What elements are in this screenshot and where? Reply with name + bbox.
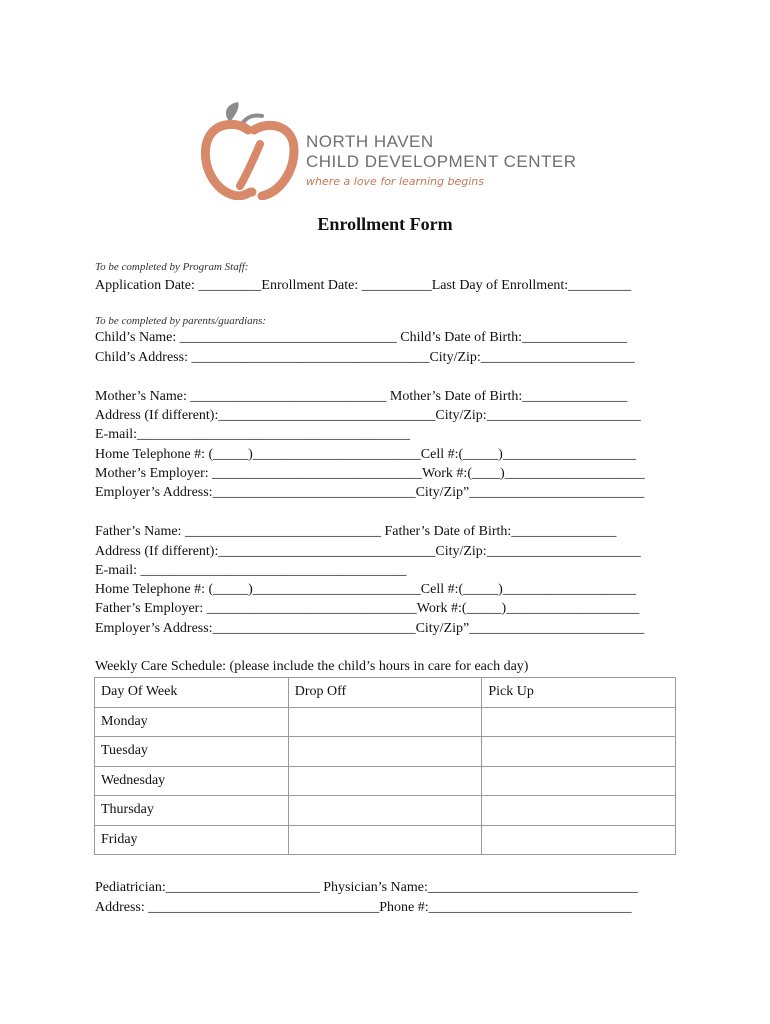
father-employer-address-line[interactable]: Employer’s Address:_____________________________City/Zip”_________________________ xyxy=(95,621,645,636)
page-title: Enrollment Form xyxy=(317,214,453,234)
drop-off-cell[interactable] xyxy=(288,737,482,767)
parent-note: To be completed by parents/guardians: xyxy=(95,315,267,327)
drop-off-cell[interactable] xyxy=(288,707,482,737)
physician-address-line[interactable]: Address: _________________________________Phone #:_____________________________ xyxy=(95,900,632,915)
center-logo xyxy=(200,100,580,200)
father-name-line[interactable]: Father’s Name: ____________________________ Father’s Date of Birth:_______________ xyxy=(95,524,617,539)
day-cell: Wednesday xyxy=(95,766,289,796)
pick-up-cell[interactable] xyxy=(482,766,676,796)
child-address-line[interactable]: Child’s Address: __________________________________City/Zip:______________________ xyxy=(95,350,635,365)
schedule-intro: Weekly Care Schedule: (please include the child’s hours in care for each day) xyxy=(95,659,529,674)
mother-name-line[interactable]: Mother’s Name: ____________________________ Mother’s Date of Birth:_______________ xyxy=(95,389,628,404)
table-row xyxy=(95,707,676,737)
staff-note: To be completed by Program Staff: xyxy=(95,261,249,273)
header-pick-up: Pick Up xyxy=(482,678,676,708)
header-drop-off: Drop Off xyxy=(288,678,482,708)
mother-address-line[interactable]: Address (If different):_______________________________City/Zip:______________________ xyxy=(95,408,641,423)
father-employer-line[interactable]: Father’s Employer: ______________________________Work #:(_____)___________________ xyxy=(95,601,640,616)
mother-email-line[interactable]: E-mail:_______________________________________ xyxy=(95,427,410,442)
table-row xyxy=(95,825,676,855)
father-address-line[interactable]: Address (If different):_______________________________City/Zip:______________________ xyxy=(95,544,641,559)
staff-dates-line[interactable]: Application Date: _________Enrollment Date: __________Last Day of Enrollment:_________ xyxy=(95,278,632,293)
drop-off-cell[interactable] xyxy=(288,825,482,855)
drop-off-cell[interactable] xyxy=(288,766,482,796)
weekly-schedule-table xyxy=(94,677,676,855)
day-cell: Monday xyxy=(95,707,289,737)
child-name-line[interactable]: Child’s Name: _______________________________ Child’s Date of Birth:_______________ xyxy=(95,330,627,345)
pediatrician-line[interactable]: Pediatrician:______________________ Physician’s Name:______________________________ xyxy=(95,880,638,895)
pick-up-cell[interactable] xyxy=(482,825,676,855)
day-cell: Friday xyxy=(95,825,289,855)
apple-logo-icon xyxy=(200,100,300,200)
drop-off-cell[interactable] xyxy=(288,796,482,826)
father-email-line[interactable]: E-mail: ______________________________________ xyxy=(95,563,407,578)
day-cell: Tuesday xyxy=(95,737,289,767)
pick-up-cell[interactable] xyxy=(482,796,676,826)
logo-tagline: where a love for learning begins xyxy=(306,175,484,188)
mother-employer-line[interactable]: Mother’s Employer: ______________________________Work #:(____)____________________ xyxy=(95,466,645,481)
header-day-of-week: Day Of Week xyxy=(95,678,289,708)
logo-line2: CHILD DEVELOPMENT CENTER xyxy=(306,152,577,171)
logo-line1: NORTH HAVEN xyxy=(306,132,434,151)
mother-phone-line[interactable]: Home Telephone #: (_____)________________________Cell #:(_____)___________________ xyxy=(95,447,636,462)
pick-up-cell[interactable] xyxy=(482,707,676,737)
table-row xyxy=(95,796,676,826)
pick-up-cell[interactable] xyxy=(482,737,676,767)
day-cell: Thursday xyxy=(95,796,289,826)
table-header-row xyxy=(95,678,676,708)
mother-employer-address-line[interactable]: Employer’s Address:_____________________________City/Zip”_________________________ xyxy=(95,485,645,500)
table-row xyxy=(95,737,676,767)
father-phone-line[interactable]: Home Telephone #: (_____)________________________Cell #:(_____)___________________ xyxy=(95,582,636,597)
table-row xyxy=(95,766,676,796)
